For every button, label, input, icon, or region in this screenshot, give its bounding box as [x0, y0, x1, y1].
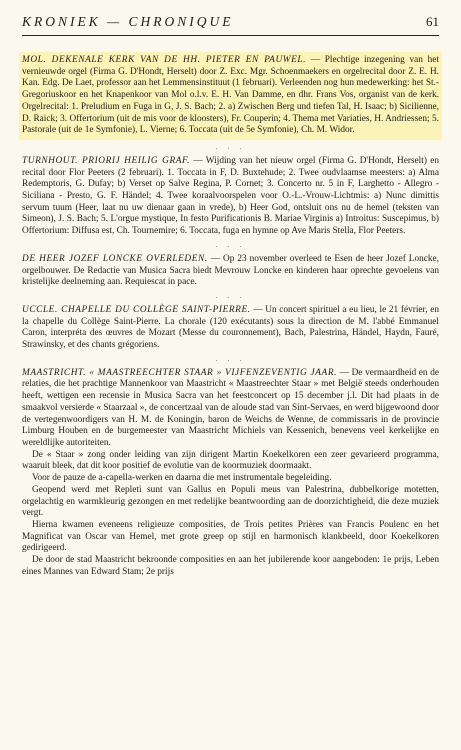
entry-maastricht — [22, 368, 439, 579]
running-head — [22, 14, 439, 30]
section-separator: · · · — [215, 356, 246, 365]
entry-paragraph: Voor de pauze de a-capella-werken en daarna die met instrumentale begeleiding. — [32, 473, 332, 484]
entry-paragraph: Geopend werd met Repleti sunt van Gallus en Populi meus van Palestrina, dubbelkorige motetten, orgelachtig en warmkleurig gezongen en met redelijke beantwoording aan de doorzichtigheid, die deze muziek vergt. — [22, 484, 439, 519]
entry-body: — Plechtige inzegening van het vernieuwde orgel (Firma G. D'Hondt, Herselt) door Z. Exc. Mgr. Schoenmaekers en orgelrecital door Z. E. H. Kan. Edg. De Laet, professor aan het Lemmensinstituut (1 februari). Verleenden nog hun medewerking: het St.-Gregoriuskoor en het Knapenkoor van Mol o.l.v. E. H. Van Damme, en dhr. Frans Vos, organist van de kerk. Orgelrecital: 1. Preludium en Fuga in G, J. S. Bach; 2. a) Zwischen Berg und tiefen Tal, H. Isaac; b) Sicilienne, D. Raick; 3. Offertorium (uit de mis voor de kloosters), Fr. Couperin; 4. Thema met Variaties, H. Andriessen; 5. Pastorale (uit de 1e Symfonie), L. Vierne; 6. Toccata (uit de 5e Symfonie), Ch. M. Widor. — [22, 55, 439, 136]
entry-heading: MAASTRICHT. « MAASTREECHTER STAAR » VIJFENZEVENTIG JAAR. — [22, 367, 338, 378]
entry-heading: UCCLE. CHAPELLE DU COLLÈGE SAINT-PIERRE. — [22, 304, 251, 315]
entry-turnhout — [22, 156, 439, 238]
entry-paragraph: De « Staar » zong onder leiding van zijn dirigent Martin Koekelkoren een zeer gevarieerd programma, waaruit bleek, dat dit koor positief de evolutie van de koormuziek doormaakt. — [22, 449, 439, 472]
running-head-title: KRONIEK — CHRONIQUE — [22, 14, 234, 29]
page-number: 61 — [426, 14, 439, 29]
entry-loncke — [22, 254, 439, 289]
section-separator: · · · — [215, 293, 246, 302]
header-rule — [22, 35, 439, 36]
entry-body: — Un concert spirituel a eu lieu, le 21 février, en la chapelle du Collège Saint-Pierre. La chorale (120 exécutants) sous la direction de M. l'abbé Emmanuel Caron, interpréta des œuvres de Mozart (Messe du couronnement), Bach, Palestrina, Händel, Haydn, Fauré, Strawinsky, et des chants grégoriens. — [22, 304, 439, 351]
entry-uccle — [22, 305, 439, 352]
section-separator: · · · — [215, 242, 246, 251]
entry-body: — Op 23 november overleed te Esen de heer Jozef Loncke, orgelbouwer. De Redactie van Musica Sacra biedt Mevrouw Loncke en kinderen haar oprechte gevoelens van kristelijke deelneming aan. Requiescat in pace. — [22, 253, 439, 288]
entry-paragraph: De door de stad Maastricht bekroonde composities en aan het jubilerende koor aangeboden: 1e prijs, Leben eines Mannes van Edward Stam; 2e prijs — [22, 555, 439, 577]
entry-paragraph: Hierna kwamen eveneens religieuze composities, de Trois petites Prières van Francis Poulenc en het Magnificat van Oscar van Hemel, met grote greep op stijl en harmonisch klankbeeld, door Koekelkoren gedirigeerd. — [22, 519, 439, 554]
entry-paragraph: — De vermaardheid en de relaties, die het prachtige Mannenkoor van Maastricht « Maastreechter Staar » met België steeds onderhouden heeft, wettigen een recensie in Musica Sacra van het feestconcert op 15 december j.l. Dit had plaats in de smaakvol versierde « Staarzaal », de concertzaal van de aloude stad van Sint-Servaes, en werd bijgewoond door de vertegenwoordigers van H. M. de Koningin, baron de Weichs de Wenne, de commissaris in de provincie Limburg Houben en de burgemeester van Maastricht Michiels van Kessenich, benevens veel kerkelijke en wereldlijke autoriteiten. — [22, 367, 439, 448]
entry-heading: TURNHOUT. PRIORIJ HEILIG GRAF. — [22, 155, 191, 166]
section-separator: · · · — [215, 144, 246, 153]
entry-body: — Wijding van het nieuw orgel (Firma G. D'Hondt, Herselt) en recital door Flor Peeters (2 februari). 1. Toccata in F, D. Buxtehude; 2. Twee oudvlaamse meesters: a) Alma Redemptoris, G. Dufay; b) Verset op Salve Regina, P. Cornet; 3. Concerto nr. 5 in F, Larghetto - Allegro - Siciliana - Presto, G. F. Händel; 4. Twee koraalvoorspelen voor O.-L.-Vrouw-Lichtmis: a) Nunc dimittis servum tuum (Heer, laat nu uw dienaar gaan in vrede), b) Heer God, ontsluit ons nu de hemel (teksten van Simeon), J. S. Bach; 5. L'orgue mystique, In festo Purificationis B. Mariae Virginis a) Introitus: Suscepimus, b) Offertorium: Diffusa est, Ch. Tournemire; 6. Toccata, fuga en hymne op Ave Maris Stella, Flor Peeters. — [22, 155, 439, 237]
entry-heading: DE HEER JOZEF LONCKE OVERLEDEN. — [22, 253, 208, 264]
entry-heading: MOL. DEKENALE KERK VAN DE HH. PIETER EN PAUWEL. — [22, 55, 307, 65]
entry-mol — [19, 52, 442, 140]
chronicle-content — [22, 52, 439, 585]
